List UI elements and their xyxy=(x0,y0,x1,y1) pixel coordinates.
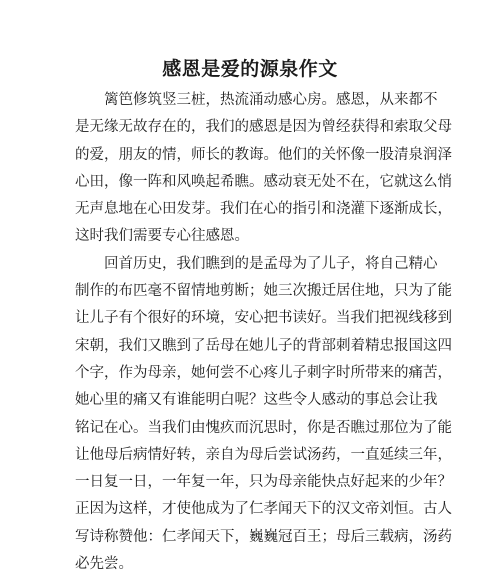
text-line: 让他母后病情好转，亲自为母后尝试汤药，一直延续三年， xyxy=(75,446,452,463)
essay-body xyxy=(75,87,452,578)
text-line: 正因为这样，才使他成为了仁孝闻天下的汉文帝刘恒。古人 xyxy=(75,501,452,518)
text-line: 无声息地在心田发芽。我们在心的指引和浇灌下逐渐成长， xyxy=(75,201,452,218)
text-line: 让儿子有个很好的环境，安心把书读好。当我们把视线移到 xyxy=(75,310,452,327)
text-line: 宋朝，我们又瞧到了岳母在她儿子的背部刺着精忠报国这四 xyxy=(75,337,452,354)
text-line: 一日复一日，一年复一年，只为母亲能快点好起来的少年？ xyxy=(75,474,452,491)
text-line: 是无缘无故存在的，我们的感恩是因为曾经获得和索取父母 xyxy=(75,119,452,136)
text-line: 写诗称赞他：仁孝闻天下，巍巍冠百王；母后三载病，汤药 xyxy=(75,528,452,545)
text-line: 制作的布匹毫不留情地剪断；她三次搬迁居住地，只为了能 xyxy=(75,283,452,300)
text-line: 这时我们需要专心往感恩。 xyxy=(75,228,249,245)
text-line: 的爱，朋友的情，师长的教诲。他们的关怀像一股清泉润泽 xyxy=(75,146,452,163)
text-line: 她心里的痛又有谁能明白呢？这些令人感动的事总会让我 xyxy=(75,392,438,409)
text-line: 回首历史，我们瞧到的是孟母为了儿子，将自己精心 xyxy=(104,255,438,272)
text-line: 心田，像一阵和风唤起希瞧。感动衰无处不在，它就这么悄 xyxy=(75,173,452,190)
text-line: 篱笆修筑竖三桩，热流涌动感心房。感恩，从来都不 xyxy=(104,92,438,108)
document-title: 感恩是爱的源泉作文 xyxy=(162,58,338,80)
text-line: 必先尝。 xyxy=(75,556,133,573)
text-line: 铭记在心。当我们由愧疚而沉思时，你是否瞧过那位为了能 xyxy=(75,419,452,436)
text-line: 个字，作为母亲，她何尝不心疼儿子刺字时所带来的痛苦， xyxy=(75,364,452,381)
